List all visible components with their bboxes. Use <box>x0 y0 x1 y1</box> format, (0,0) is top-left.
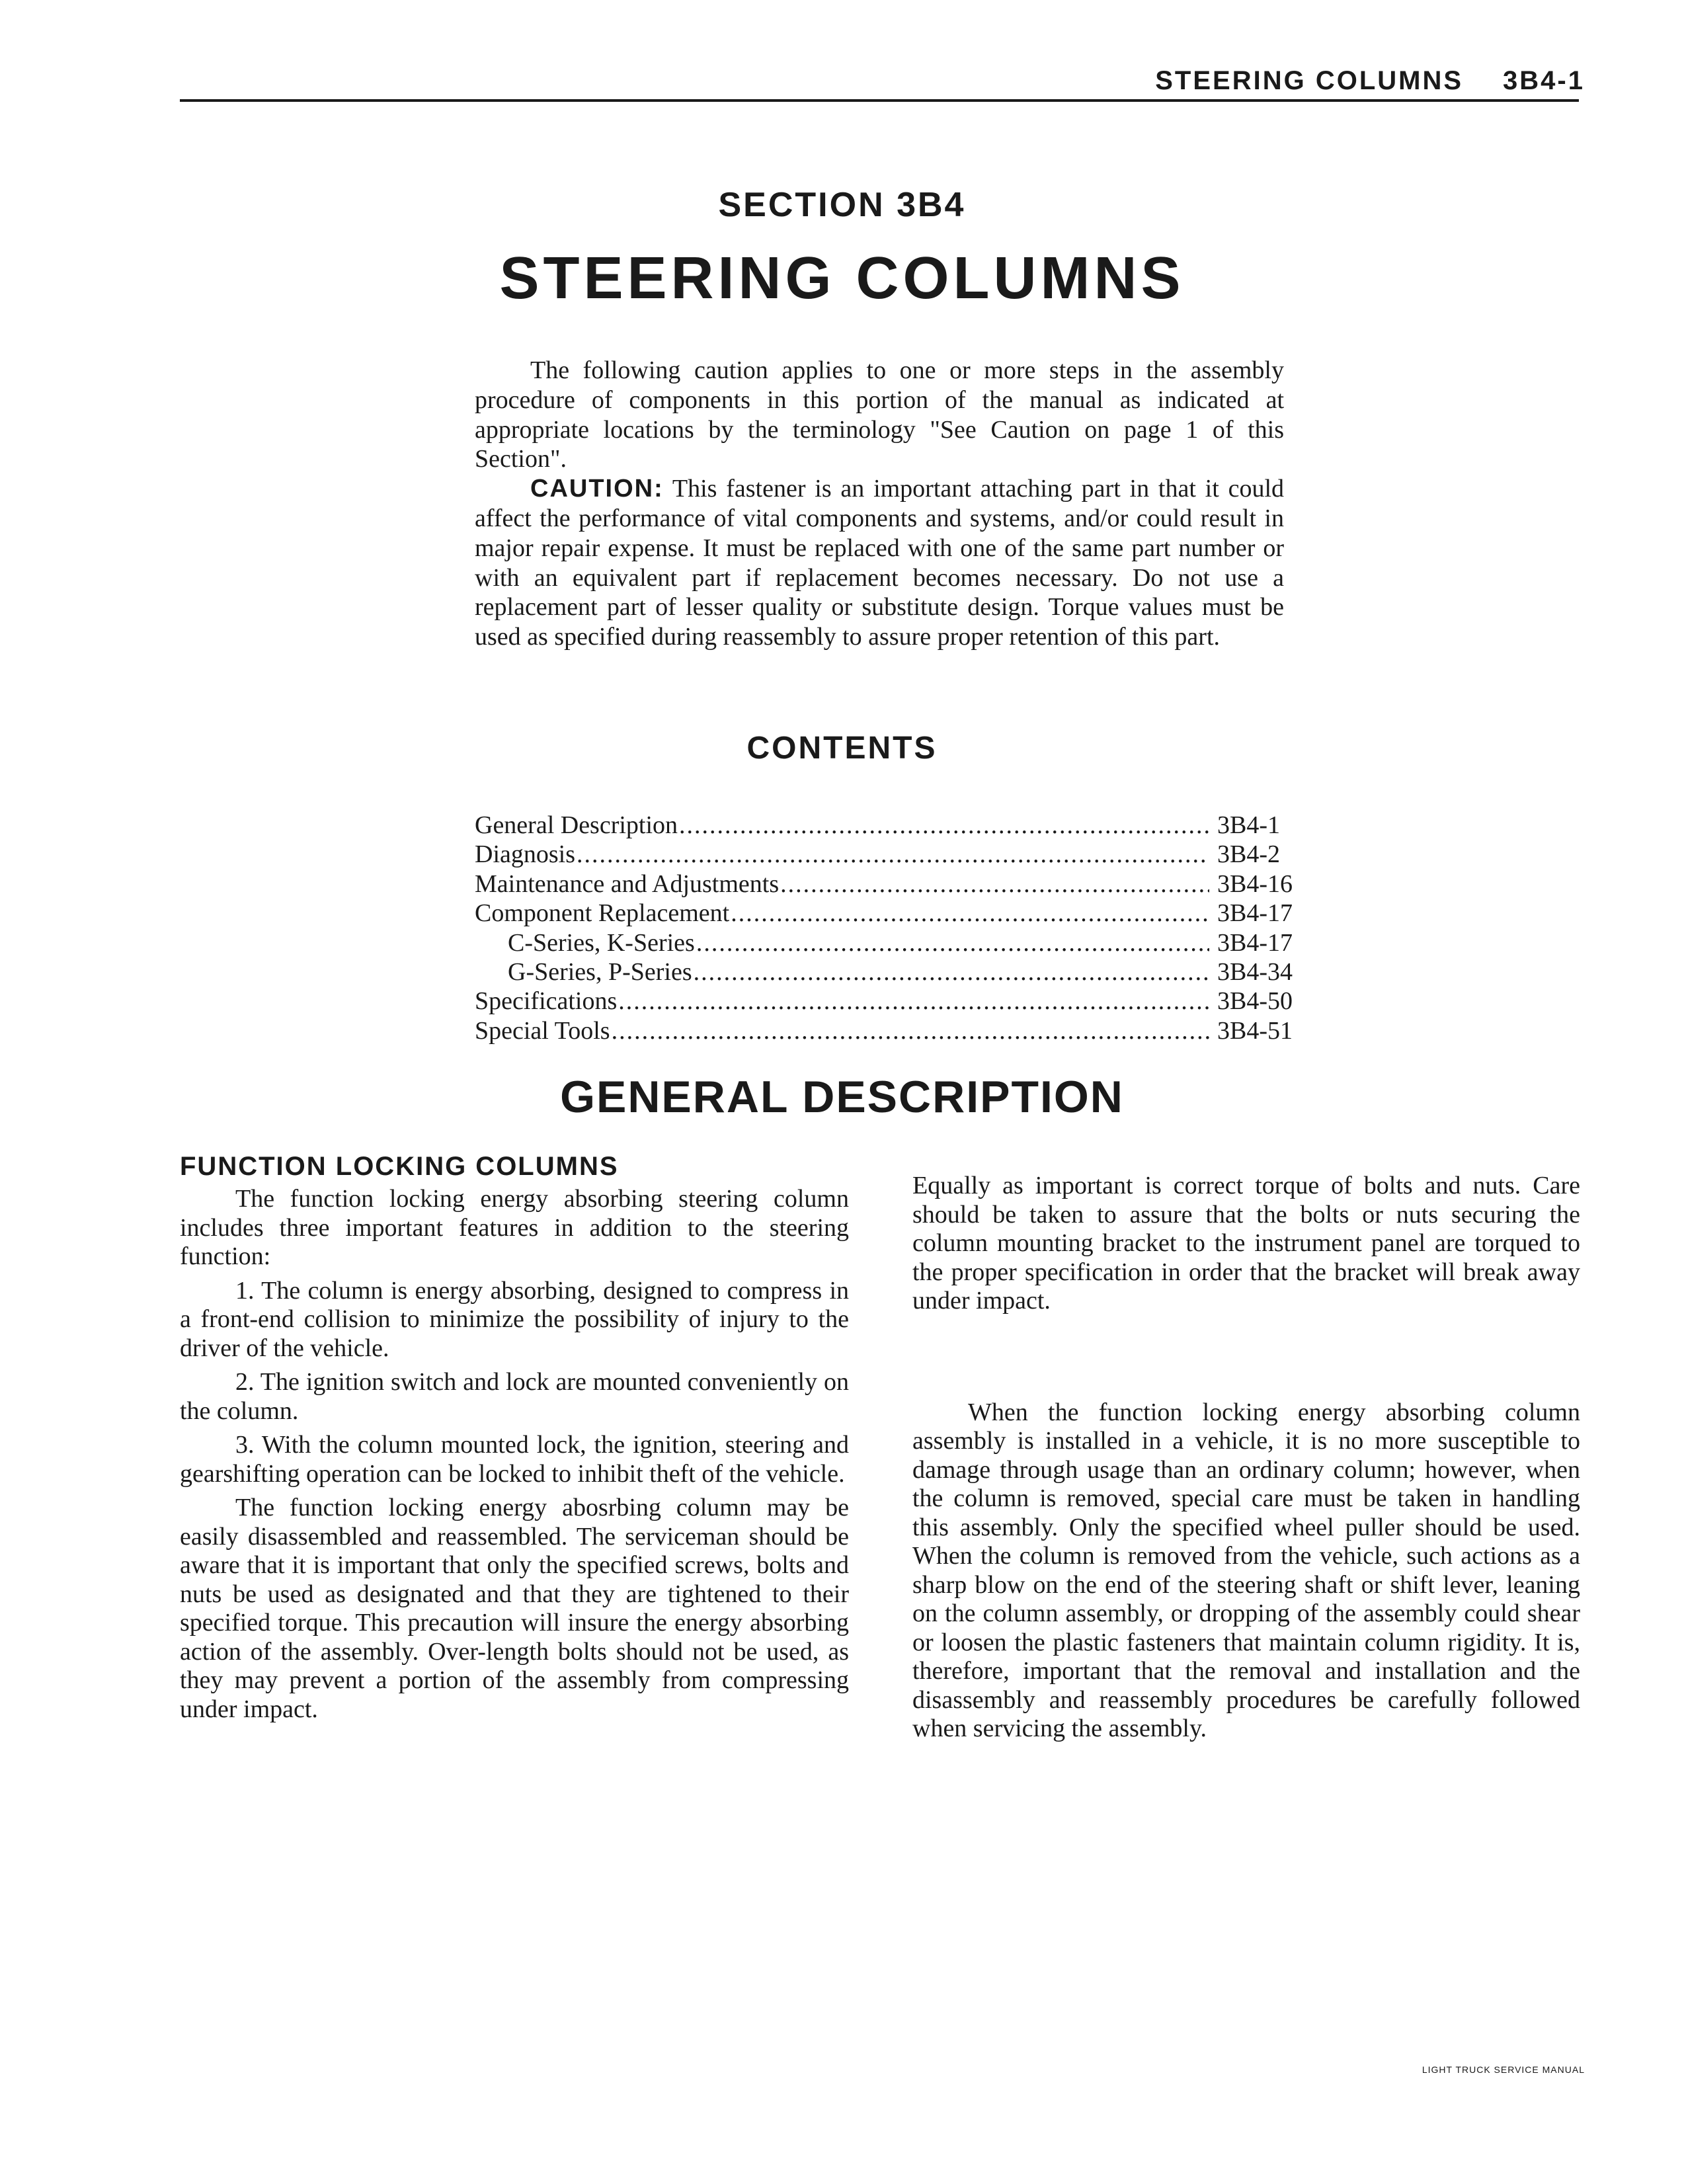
contents-list <box>475 811 1298 1045</box>
dot-leader <box>780 870 1209 899</box>
dot-leader <box>731 899 1209 928</box>
contents-entry-title: C-Series, K-Series <box>508 928 695 957</box>
contents-entry[interactable] <box>475 870 1298 899</box>
running-header <box>1155 66 1585 96</box>
dot-leader <box>612 1016 1209 1045</box>
section-label: SECTION 3B4 <box>718 186 966 224</box>
left-column <box>180 1151 849 1724</box>
contents-entry-page: 3B4-16 <box>1217 870 1293 898</box>
contents-entry[interactable] <box>475 928 1298 957</box>
contents-entry-page: 3B4-34 <box>1217 957 1293 986</box>
function-locking-columns-heading: FUNCTION LOCKING COLUMNS <box>180 1152 619 1181</box>
dot-leader <box>696 928 1209 957</box>
dot-leader <box>679 811 1209 840</box>
caution-label: CAUTION: <box>530 475 664 503</box>
contents-entry-page: 3B4-17 <box>1217 899 1293 928</box>
dot-leader <box>577 840 1209 869</box>
contents-entry-title: G-Series, P-Series <box>508 957 692 986</box>
contents-entry-page: 3B4-50 <box>1217 987 1293 1016</box>
dot-leader <box>694 957 1209 987</box>
body-paragraph: When the function locking energy absorbing column assembly is installed in a vehicle, it is no more susceptible to damage through usage than an ordinary column; however, when the column is removed, special care must be taken in handling this assembly. Only the specified wheel puller should be used. When the column is removed from the vehicle, such actions as a sharp blow on the end of the steering shaft or shift lever, leaning on the column assembly, or dropping of the assembly could shear or loosen the plastic fasteners that maintain column rigidity. It is, therefore, important that the removal and installation and the disassembly and reassembly procedures be carefully followed when servicing the assembly. <box>912 1398 1580 1742</box>
caution-text: This fastener is an important attaching part in that it could affect the performance of vital components and systems, and/or could result in major repair expense. It must be replaced with one of the same part number or with an equivalent part if replacement becomes necessary. Do not use a replacement part of lesser quality or substitute design. Torque values must be used as specified during reassembly to assure proper retention of this part. <box>475 475 1284 651</box>
body-paragraph: Equally as important is correct torque of bolts and nuts. Care should be taken to assure that the bolts or nuts securing the column mounting bracket to the instrument panel are torqued to the proper specification in order that the bracket will break away under impact. <box>912 1172 1580 1314</box>
header-rule <box>180 99 1579 102</box>
page-number: 3B4-1 <box>1503 66 1585 95</box>
contents-entry-page: 3B4-1 <box>1217 811 1280 839</box>
list-item: 3. With the column mounted lock, the ignition, steering and gearshifting operation can be locked to inhibit theft of the vehicle. <box>180 1431 849 1488</box>
caution-intro: The following caution applies to one or more steps in the assembly procedure of components in this portion of the manual as indicated at appropriate locations by the terminology "See Caution on page 1 of this Section". <box>475 356 1284 473</box>
contents-entry-page: 3B4-51 <box>1217 1016 1293 1045</box>
contents-entry-title: Maintenance and Adjustments <box>475 870 780 898</box>
contents-entry[interactable] <box>475 840 1298 869</box>
contents-entry-title: Diagnosis <box>475 840 575 869</box>
contents-entry[interactable] <box>475 987 1298 1016</box>
contents-entry-page: 3B4-17 <box>1217 928 1293 957</box>
right-column <box>912 1172 1580 1744</box>
body-paragraph: The function locking energy abosrbing column may be easily disassembled and reassembled. The serviceman should be aware that it is important that only the specified screws, bolts and nuts be used as designated and that they are tightened to their specified torque. This precaution will insure the energy absorbing action of the assembly. Over-length bolts should not be used, as they may prevent a portion of the assembly from compressing under impact. <box>180 1494 849 1723</box>
caution-block <box>475 356 1284 652</box>
contents-entry-title: Specifications <box>475 987 618 1016</box>
contents-entry[interactable] <box>475 1016 1298 1045</box>
contents-entry[interactable] <box>475 899 1298 928</box>
contents-heading: CONTENTS <box>746 731 938 766</box>
contents-entry-title: General Description <box>475 811 678 839</box>
dot-leader <box>618 987 1209 1016</box>
list-item: 1. The column is energy absorbing, designed to compress in a front-end collision to minimize the possibility of injury to the driver of the vehicle. <box>180 1276 849 1362</box>
body-paragraph: The function locking energy absorbing steering column includes three important features in addition to the steering function: <box>180 1185 849 1270</box>
list-item: 2. The ignition switch and lock are mounted conveniently on the column. <box>180 1368 849 1425</box>
general-description-heading: GENERAL DESCRIPTION <box>560 1072 1124 1122</box>
running-title: STEERING COLUMNS <box>1155 66 1464 95</box>
contents-entry-title: Component Replacement <box>475 899 730 928</box>
contents-entry-title: Special Tools <box>475 1016 610 1045</box>
footer-text: LIGHT TRUCK SERVICE MANUAL <box>1422 2064 1585 2075</box>
contents-entry[interactable] <box>475 957 1298 987</box>
caution-paragraph <box>475 474 1284 652</box>
contents-entry-page: 3B4-2 <box>1217 840 1280 869</box>
page-title: STEERING COLUMNS <box>499 245 1185 311</box>
contents-entry[interactable] <box>475 811 1298 840</box>
